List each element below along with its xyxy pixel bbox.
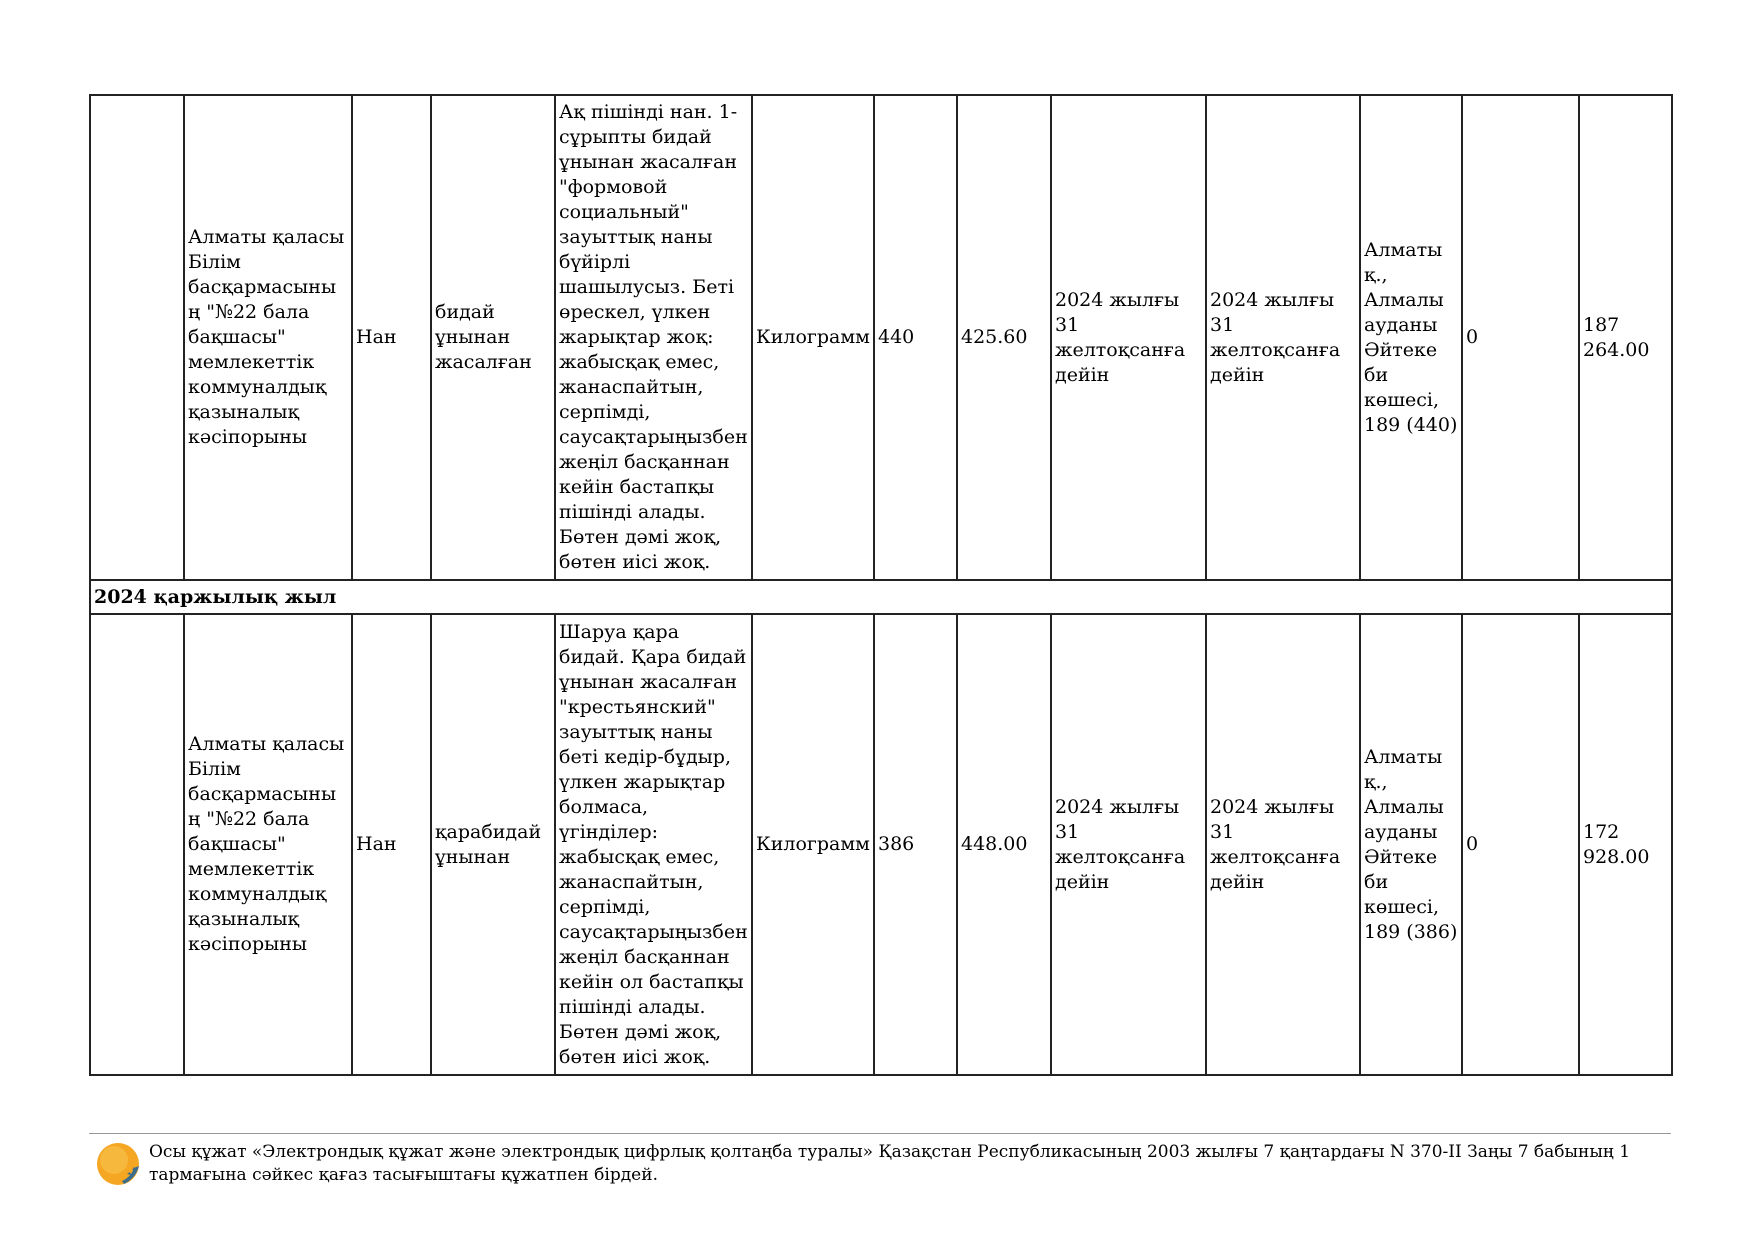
- total-amount-cell: 172 928.00: [1579, 614, 1672, 1075]
- unit-price-cell: 448.00: [957, 614, 1051, 1075]
- delivery-term-cell: 2024 жылғы 31 желтоқсанға дейін: [1051, 614, 1206, 1075]
- quantity-cell: 386: [874, 614, 957, 1075]
- quantity-cell: 440: [874, 95, 957, 580]
- customer-cell: Алматы қаласы Білім басқармасының "№22 бала бақшасы" мемлекеттік коммуналдық қазыналық кәсіпорыны: [184, 614, 352, 1075]
- footer-legal-text: Осы құжат «Электрондық құжат және электрондық цифрлық қолтаңба туралы» Қазақстан Республикасының 2003 жылғы 7 қаңтардағы N 370-II Заңы 7 бабының 1 тармағына сәйкес қағаз тасығыштағы құжатпен бірдей.: [149, 1142, 1631, 1185]
- procurement-table: [89, 94, 1673, 1076]
- row-number-cell: [90, 95, 184, 580]
- section-row: [90, 580, 1672, 614]
- product-type-cell: бидай ұнынан жасалған: [431, 95, 555, 580]
- unit-price-cell: 425.60: [957, 95, 1051, 580]
- customer-cell: Алматы қаласы Білім басқармасының "№22 бала бақшасы" мемлекеттік коммуналдық қазыналық кәсіпорыны: [184, 95, 352, 580]
- table-row: [90, 95, 1672, 580]
- unit-cell: Килограмм: [752, 614, 874, 1075]
- total-amount-cell: 187 264.00: [1579, 95, 1672, 580]
- delivery-address-cell: Алматы қ., Алмалы ауданы Әйтеке би көшесі, 189 (440): [1360, 95, 1462, 580]
- product-name-cell: Нан: [352, 614, 431, 1075]
- product-type-cell: қарабидай ұнынан: [431, 614, 555, 1075]
- product-description-cell: Шаруа қара бидай. Қара бидай ұнынан жасалған "крестьянский" зауыттық наны беті кедір-бұдыр, үлкен жарықтар болмаса, үгінділер: жабысқақ емес, жанаспайтын, серпімді, саусақтарыңызбен жеңіл басқаннан кейін ол бастапқы пішінді алады. Бөтен дәмі жоқ, бөтен иісі жоқ.: [555, 614, 752, 1075]
- delivery-term-cell: 2024 жылғы 31 желтоқсанға дейін: [1051, 95, 1206, 580]
- delivery-term-2-cell: 2024 жылғы 31 желтоқсанға дейін: [1206, 95, 1360, 580]
- product-name-cell: Нан: [352, 95, 431, 580]
- product-description-cell: Ақ пішінді нан. 1-сұрыпты бидай ұнынан жасалған "формовой социальный" зауыттық наны бүйірлі шашылусыз. Беті өрескел, үлкен жарықтар жоқ: жабысқақ емес, жанаспайтын, серпімді, саусақтарыңызбен жеңіл басқаннан кейін бастапқы пішінді алады. Бөтен дәмі жоқ, бөтен иісі жоқ.: [555, 95, 752, 580]
- delivery-term-2-cell: 2024 жылғы 31 желтоқсанға дейін: [1206, 614, 1360, 1075]
- table-row: [90, 614, 1672, 1075]
- advance-cell: 0: [1462, 95, 1579, 580]
- row-number-cell: [90, 614, 184, 1075]
- egov-sun-logo-icon: [94, 1140, 142, 1188]
- section-heading: 2024 қаржылық жыл: [90, 580, 1672, 614]
- advance-cell: 0: [1462, 614, 1579, 1075]
- document-footer: [89, 1133, 1671, 1185]
- unit-cell: Килограмм: [752, 95, 874, 580]
- delivery-address-cell: Алматы қ., Алмалы ауданы Әйтеке би көшесі, 189 (386): [1360, 614, 1462, 1075]
